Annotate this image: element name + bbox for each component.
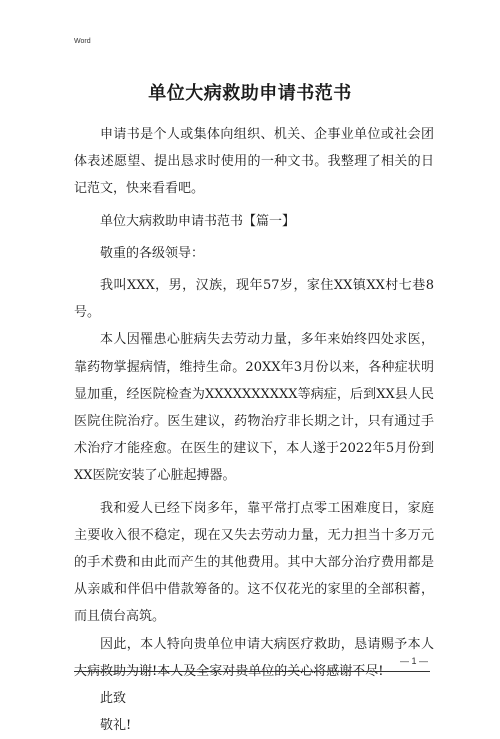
closing-line-1: 此致: [100, 691, 127, 707]
request-paragraph: 因此，本人特向贵单位申请大病医疗救助，恳请赐予本人大病救助为谢!本人及全家对贵单位的关心将感谢不尽!: [74, 636, 434, 679]
illness-paragraph: 本人因罹患心脏病失去劳动力量，多年来始终四处求医，靠药物掌握病情，维持生命。20XX年3月份以来，各种症状明显加重，经医院检查为XXXXXXXXXX等病症，后到XX县人民医院住院治疗。医生建议，药物治疗非长期之计，只有通过手术治疗才能痊愈。在医生的建议下，本人遂于2022年5月份到XX医院安装了心脏起搏器。: [74, 332, 434, 484]
document-title: 单位大病救助申请书范书: [148, 83, 352, 104]
document-body: [74, 121, 434, 739]
page-number: — 1 —: [399, 656, 428, 666]
footer-divider: [74, 671, 430, 672]
salutation: 敬重的各级领导：: [100, 245, 205, 261]
closing-line-2: 敬礼!: [100, 718, 132, 734]
header-app-label: Word: [74, 38, 91, 45]
family-paragraph: 我和爱人已经下岗多年，靠平常打点零工困难度日，家庭主要收入很不稳定，现在又失去劳动力量，无力担当十多万元的手术费和由此而产生的其他费用。其中大部分治疗费用都是从亲戚和伴侣中借款筹备的。这不仅花光的家里的全部积蓄，而且债台高筑。: [74, 500, 434, 625]
self-introduction: 我叫XXX，男，汉族，现年57岁，家住XX镇XX村七巷8号。: [74, 278, 434, 321]
intro-paragraph: 申请书是个人或集体向组织、机关、企事业单位或社会团体表述愿望、提出恳求时使用的一种文书。我整理了相关的日记范文，快来看看吧。: [74, 127, 434, 197]
section-heading: 单位大病救助申请书范书【篇一】: [100, 213, 296, 229]
